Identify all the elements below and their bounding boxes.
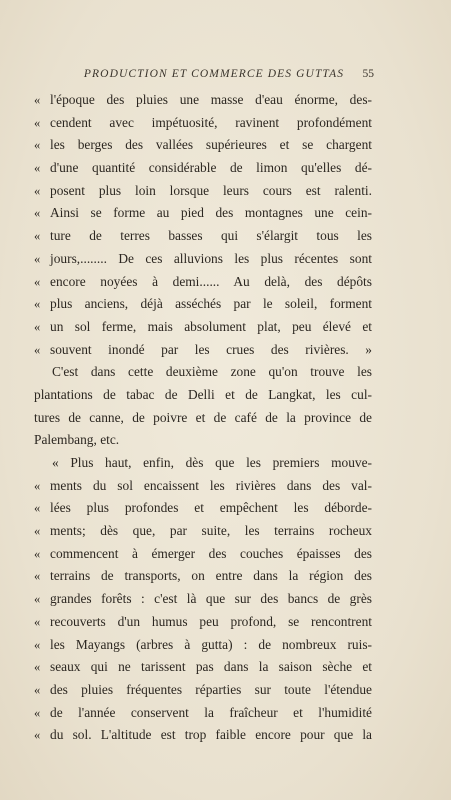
line-text: ments du sol encaissent les rivières dans des val- [50, 477, 372, 493]
quote-mark: « [34, 614, 41, 629]
text-line [34, 565, 372, 588]
text-line [34, 316, 372, 339]
line-text: de l'année conservent la fraîcheur et l'humidité [50, 704, 372, 720]
line-text: les berges des vallées supérieures et se chargent [50, 137, 372, 153]
line-text: C'est dans cette deuxième zone qu'on trouve les [52, 364, 372, 380]
quote-mark: « [34, 660, 41, 675]
quote-mark: « [34, 592, 41, 607]
line-text: encore noyées à demi...... Au delà, des dépôts [50, 273, 372, 289]
line-text: ments; dès que, par suite, les terrains rocheux [50, 523, 372, 539]
line-text: l'époque des pluies une masse d'eau énorme, des- [50, 92, 372, 107]
line-text: « Plus haut, enfin, dès que les premiers mouve- [52, 455, 372, 470]
text-line [34, 202, 372, 225]
line-text: terrains de transports, on entre dans la région des [50, 568, 372, 584]
quote-mark: « [34, 569, 41, 584]
body-text [34, 89, 372, 747]
text-line [34, 407, 372, 430]
quote-mark: « [34, 297, 41, 312]
line-text: Palembang, etc. [34, 432, 120, 448]
line-text: cendent avec impétuosité, ravinent profondément [50, 114, 372, 130]
text-line [34, 588, 372, 611]
text-line [34, 361, 372, 384]
text-line [34, 475, 372, 498]
quote-mark: « [34, 728, 41, 743]
quote-mark: « [34, 93, 41, 107]
text-line [34, 112, 372, 135]
line-text: seaux qui ne tarissent pas dans la saison sèche et [50, 659, 372, 675]
line-text: du sol. L'altitude est trop faible encore pour que la [50, 727, 372, 743]
text-line [34, 271, 372, 294]
line-text: plus anciens, déjà asséchés par le soleil, forment [50, 296, 372, 312]
quote-mark: « [34, 229, 41, 244]
line-text: un sol ferme, mais absolument plat, peu élevé et [50, 318, 372, 334]
text-line [34, 339, 372, 362]
line-text: commencent à émerger des couches épaisses des [50, 545, 372, 561]
text-line [34, 611, 372, 634]
quote-mark: « [34, 501, 41, 516]
line-text: d'une quantité considérable de limon qu'elles dé- [50, 160, 372, 176]
line-text: plantations de tabac de Delli et de Langkat, les cul- [34, 386, 372, 402]
quote-mark: « [34, 546, 41, 561]
quote-mark: « [34, 183, 41, 198]
quote-mark: « [34, 161, 41, 176]
text-line [34, 679, 372, 702]
text-line [34, 543, 372, 566]
text-line [34, 248, 372, 271]
quote-mark: « [34, 682, 41, 697]
line-text: des pluies fréquentes réparties sur toute l'étendue [50, 681, 372, 697]
text-line [34, 724, 372, 747]
line-text: les Mayangs (arbres à gutta) : de nombreux ruis- [50, 636, 372, 652]
line-text: lées plus profondes et empêchent les déborde- [50, 500, 372, 516]
quote-mark: « [34, 274, 41, 289]
text-line [34, 134, 372, 157]
text-line [34, 634, 372, 657]
quote-mark: « [34, 705, 41, 720]
text-line [34, 384, 372, 407]
quote-mark: « [34, 319, 41, 334]
text-line [34, 520, 372, 543]
quote-mark: « [34, 478, 41, 493]
page-number: 55 [362, 68, 374, 80]
line-text: tures de canne, de poivre et de café de la province de [34, 409, 372, 425]
quote-mark: « [34, 342, 41, 357]
text-line [34, 429, 372, 452]
text-line [34, 180, 372, 203]
running-title: PRODUCTION ET COMMERCE DES GUTTAS [83, 68, 345, 80]
line-text: grandes forêts : c'est là que sur des bancs de grès [50, 591, 372, 607]
text-line [34, 225, 372, 248]
line-text: souvent inondé par les crues des rivières. » [50, 341, 372, 357]
text-line [34, 293, 372, 316]
quote-mark: « [34, 115, 41, 130]
line-text: jours,........ De ces alluvions les plus récentes sont [50, 250, 372, 266]
text-line [34, 157, 372, 180]
quote-mark: « [34, 637, 41, 652]
quote-mark: « [34, 138, 41, 153]
text-line [34, 89, 372, 112]
text-line [34, 497, 372, 520]
line-text: recouverts d'un humus peu profond, se rencontrent [50, 613, 372, 629]
text-line [34, 452, 372, 475]
text-line [34, 702, 372, 725]
quote-mark: « [34, 251, 41, 266]
quote-mark: « [34, 524, 41, 539]
text-line [34, 656, 372, 679]
quote-mark: « [34, 206, 41, 221]
line-text: posent plus loin lorsque leurs cours est ralenti. [50, 182, 372, 198]
line-text: ture de terres basses qui s'élargit tous les [50, 228, 372, 244]
line-text: Ainsi se forme au pied des montagnes une cein- [50, 205, 372, 221]
